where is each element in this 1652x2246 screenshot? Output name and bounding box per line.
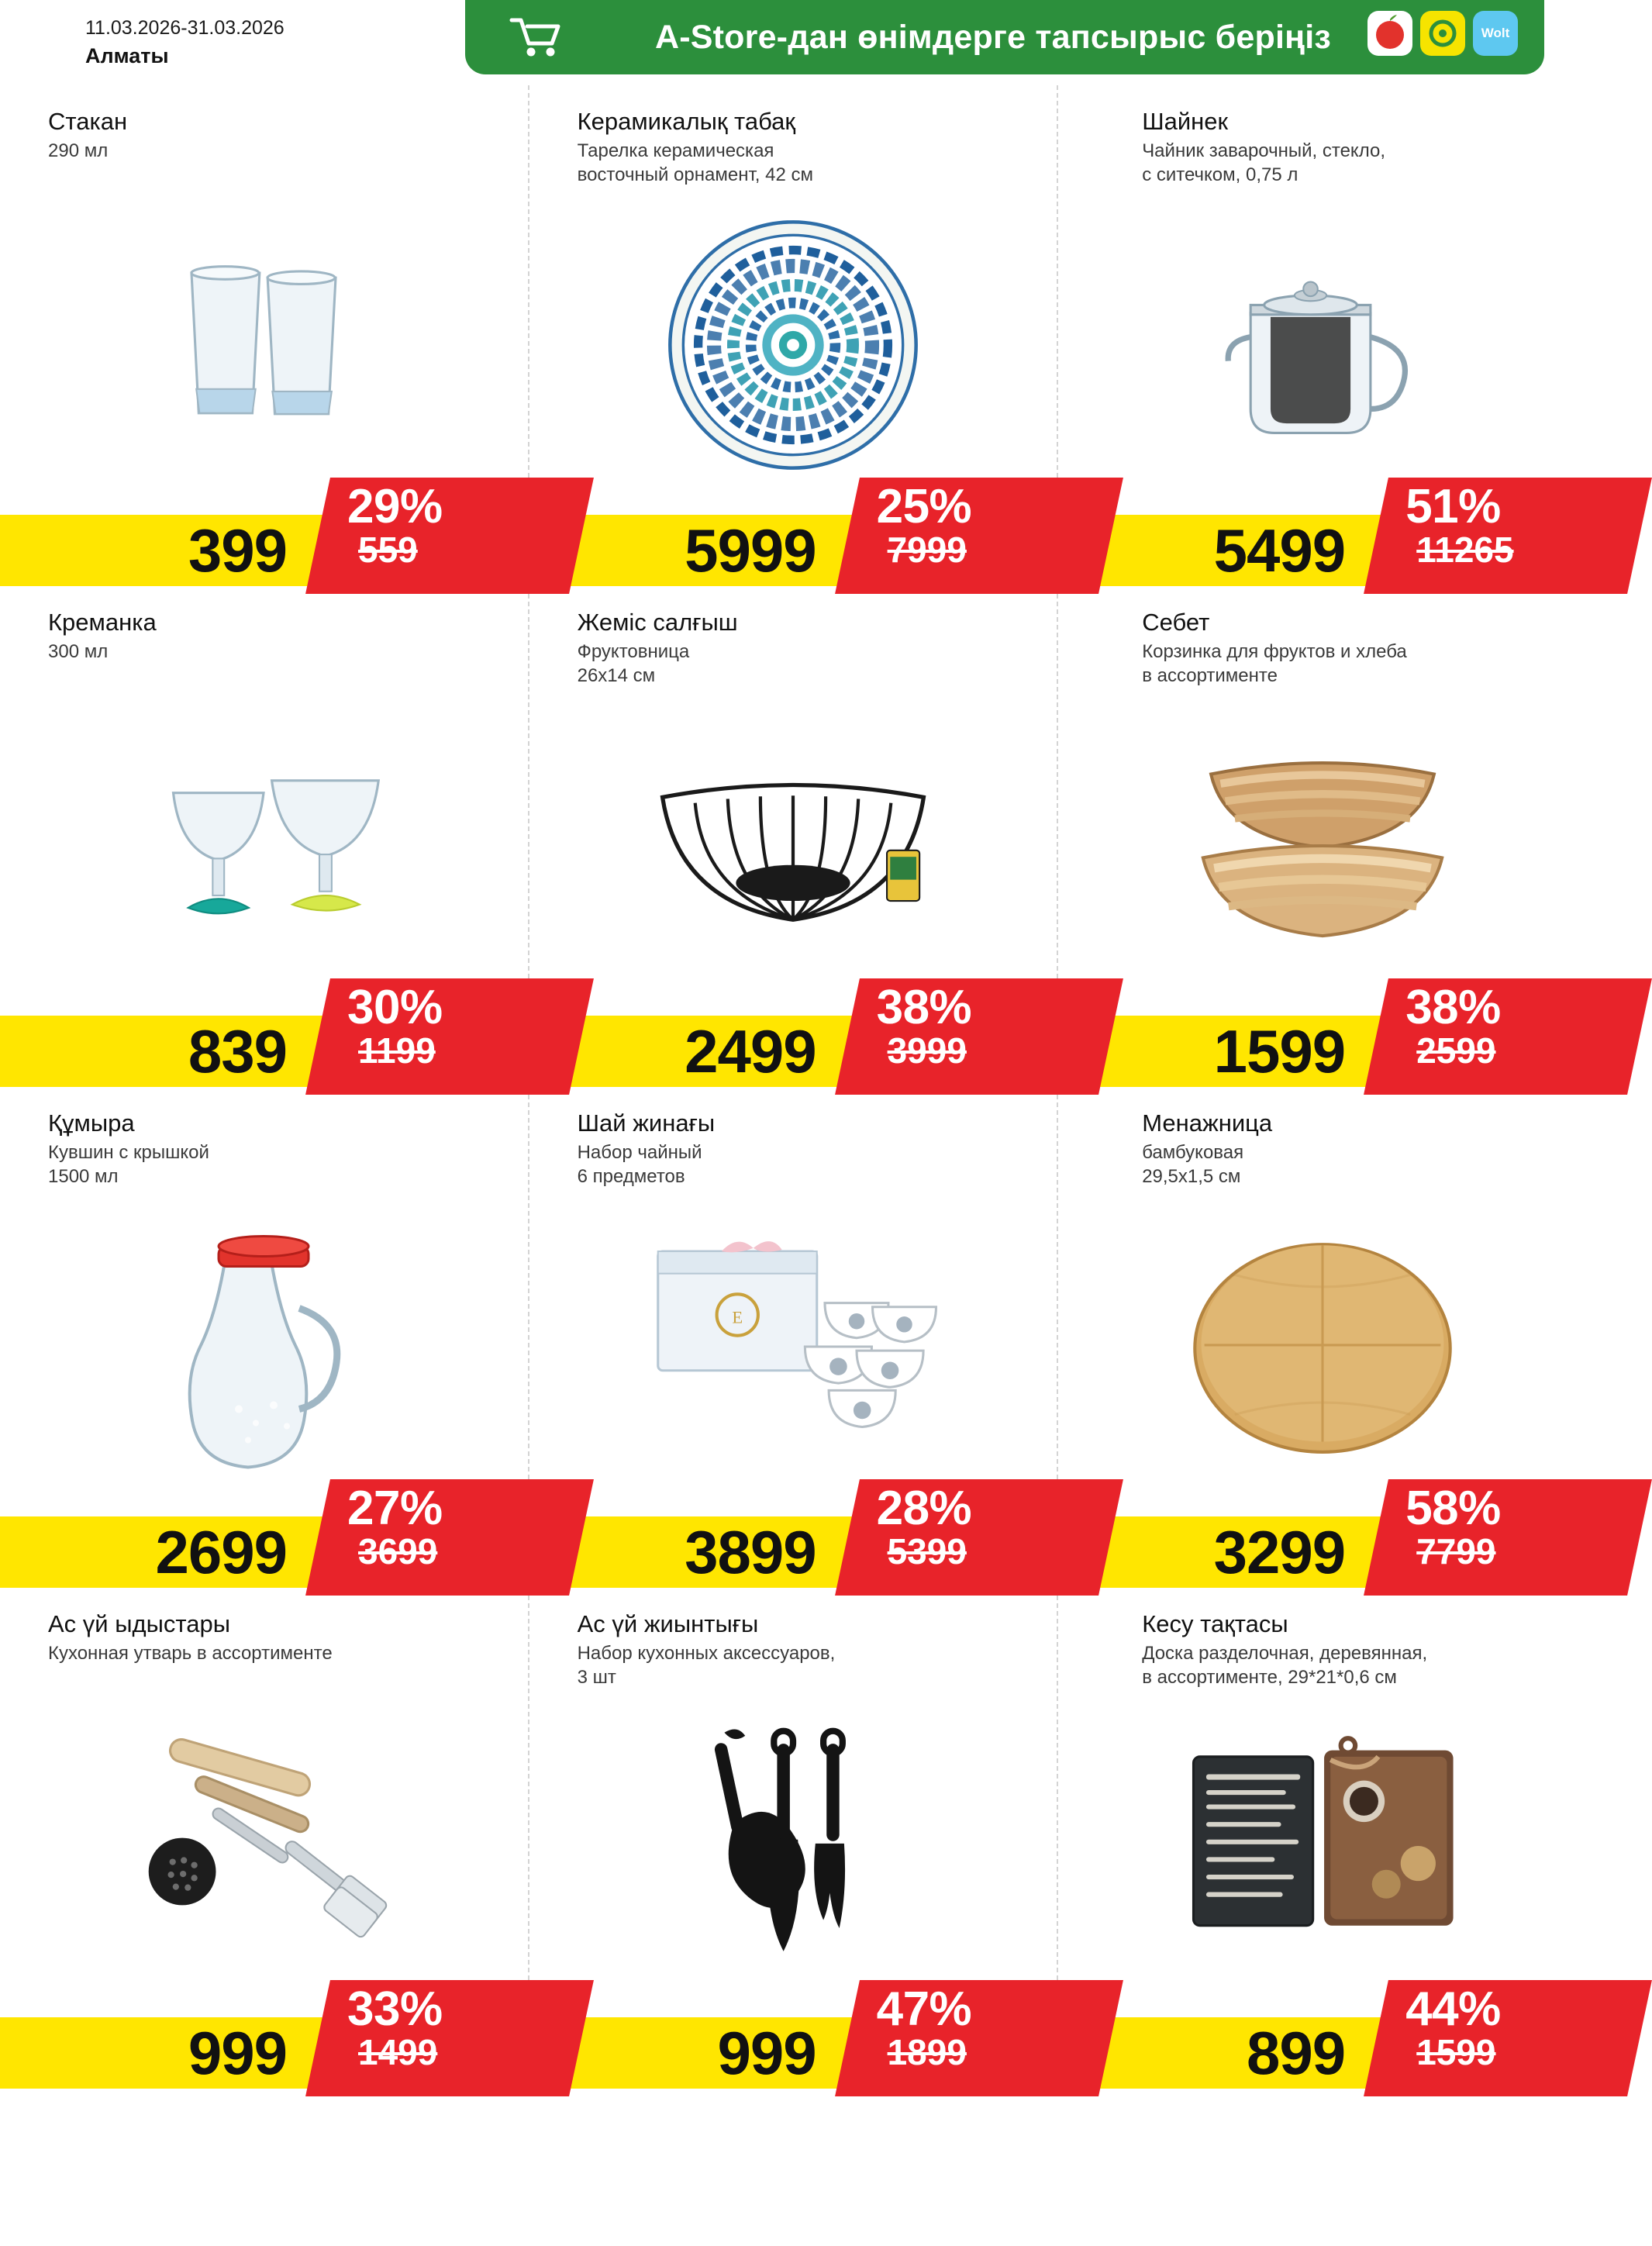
product-name: Шайнек (1142, 108, 1229, 135)
app-badge-yandex[interactable] (1367, 11, 1412, 56)
svg-text:E: E (732, 1307, 743, 1327)
price-new: 999 (188, 2018, 287, 2087)
price-new: 839 (188, 1016, 287, 1085)
price-old: 7799 (1416, 1531, 1496, 1572)
price-old: 2599 (1416, 1030, 1496, 1071)
price-new: 5499 (1213, 516, 1346, 585)
price-new: 999 (717, 2018, 816, 2087)
product-desc: Набор кухонных аксессуаров, 3 шт (577, 1643, 836, 1688)
price-new: 899 (1247, 2018, 1346, 2087)
product-desc: Фруктовница 26x14 см (577, 641, 690, 686)
product-card-fruit-basket[interactable] (529, 586, 1059, 1087)
product-image-black-nylon-utensils (529, 1681, 1057, 2014)
discount-percent: 30% (347, 981, 443, 1034)
price-old: 1899 (887, 2032, 967, 2072)
price-bar (0, 1982, 529, 2089)
product-card-teapot[interactable] (1058, 85, 1588, 586)
price-old: 7999 (887, 530, 967, 570)
product-row (0, 1588, 1588, 2089)
product-heading (0, 1588, 528, 1666)
product-desc: Корзинка для фруктов и хлеба в ассортименте (1142, 641, 1407, 686)
astore-banner[interactable] (465, 0, 1544, 74)
discount-percent: 38% (1405, 981, 1501, 1034)
product-image-kitchen-utensils-set (0, 1681, 528, 2014)
price-old: 1599 (1416, 2032, 1496, 2072)
product-card-kitchen-utensils[interactable] (0, 1588, 529, 2089)
product-card-ceramic-plate[interactable] (529, 85, 1059, 586)
product-name: Шай жинағы (577, 1109, 716, 1137)
product-heading (529, 1087, 1057, 1189)
product-image-wooden-cutting-boards (1058, 1681, 1588, 2014)
product-heading (0, 586, 528, 664)
product-row (0, 85, 1588, 586)
price-old: 5399 (887, 1531, 967, 1572)
discount-percent: 58% (1405, 1482, 1501, 1535)
product-image-tea-set-gift-box (529, 1180, 1057, 1513)
product-card-glass[interactable] (0, 85, 529, 586)
price-new: 2499 (685, 1016, 816, 1085)
price-bar (1058, 1982, 1588, 2089)
product-image-two-drinking-glasses (0, 178, 528, 512)
price-bar (1058, 480, 1588, 586)
product-heading (0, 1087, 528, 1189)
delivery-apps (1367, 11, 1518, 56)
price-old: 3999 (887, 1030, 967, 1071)
product-card-cutting-board[interactable] (1058, 1588, 1588, 2089)
price-bar (529, 1482, 1059, 1588)
product-desc: Тарелка керамическая восточный орнамент, 42 см (577, 140, 813, 185)
price-new: 3899 (685, 1517, 816, 1586)
price-bar (0, 480, 529, 586)
product-card-nylon-utensils[interactable] (529, 1588, 1059, 2089)
product-name: Кесу тақтасы (1142, 1610, 1288, 1637)
product-row (0, 1087, 1588, 1588)
product-image-glass-teapot (1058, 178, 1588, 512)
product-image-glass-pitcher-red-lid (0, 1180, 528, 1513)
product-card-wicker-basket[interactable] (1058, 586, 1588, 1087)
product-heading (0, 85, 528, 164)
product-name: Менажница (1142, 1109, 1273, 1137)
product-heading (1058, 586, 1588, 688)
product-desc: Набор чайный 6 предметов (577, 1142, 702, 1187)
product-desc: Кухонная утварь в ассортименте (48, 1643, 333, 1665)
shopping-cart-icon (509, 14, 563, 60)
discount-percent: 38% (876, 981, 972, 1034)
price-old: 1199 (358, 1030, 436, 1071)
discount-percent: 27% (347, 1482, 443, 1535)
price-old: 3699 (358, 1531, 438, 1572)
discount-percent: 51% (1405, 480, 1501, 533)
product-heading (1058, 1087, 1588, 1189)
app-badge-wolt[interactable]: Wolt (1473, 11, 1518, 56)
product-desc: Доска разделочная, деревянная, в ассортименте, 29*21*0,6 см (1142, 1643, 1428, 1688)
price-bar (0, 1482, 529, 1588)
product-image-wicker-bread-baskets (1058, 679, 1588, 1013)
product-card-tea-set[interactable] (529, 1087, 1059, 1588)
product-desc: бамбуковая 29,5x1,5 см (1142, 1142, 1244, 1187)
price-new: 2699 (155, 1517, 287, 1586)
product-name: Стакан (48, 108, 128, 135)
product-desc: Кувшин с крышкой 1500 мл (48, 1142, 209, 1187)
product-name: Креманка (48, 609, 157, 636)
price-bar (1058, 1482, 1588, 1588)
page-header (0, 0, 1588, 85)
product-card-dessert-bowl[interactable] (0, 586, 529, 1087)
discount-percent: 29% (347, 480, 443, 533)
product-desc: Чайник заварочный, стекло, с ситечком, 0,75 л (1142, 140, 1385, 185)
product-image-wire-fruit-basket (529, 679, 1057, 1013)
price-new: 399 (188, 516, 287, 585)
discount-percent: 33% (347, 1982, 443, 2036)
banner-title: A-Store-дан өнімдерге тапсырыс беріңіз (655, 18, 1331, 56)
product-name: Жеміс салғыш (577, 609, 738, 636)
price-new: 3299 (1213, 1517, 1346, 1586)
price-bar (529, 480, 1059, 586)
product-heading (529, 586, 1057, 688)
product-desc: 290 мл (48, 140, 109, 162)
price-old: 11265 (1416, 530, 1514, 570)
price-old: 559 (358, 530, 418, 570)
product-image-two-dessert-bowls (0, 679, 528, 1013)
discount-percent: 47% (876, 1982, 972, 2036)
price-new: 1599 (1213, 1016, 1346, 1085)
product-card-serving-board[interactable] (1058, 1087, 1588, 1588)
price-bar (529, 1982, 1059, 2089)
price-old: 1499 (358, 2032, 438, 2072)
promo-city: Алматы (85, 43, 169, 67)
price-new: 5999 (685, 516, 816, 585)
app-badge-glovo[interactable] (1420, 11, 1465, 56)
product-heading (1058, 85, 1588, 188)
product-card-pitcher[interactable] (0, 1087, 529, 1588)
price-bar (529, 981, 1059, 1087)
product-desc: 300 мл (48, 641, 109, 663)
discount-percent: 25% (876, 480, 972, 533)
product-image-ceramic-ornament-plate (529, 178, 1057, 512)
discount-percent: 44% (1405, 1982, 1501, 2036)
product-name: Себет (1142, 609, 1210, 636)
promo-period (0, 16, 285, 70)
product-name: Ас үй жиынтығы (577, 1610, 759, 1637)
product-name: Құмыра (48, 1109, 135, 1137)
product-row (0, 586, 1588, 1087)
product-heading (1058, 1588, 1588, 1690)
discount-percent: 28% (876, 1482, 972, 1535)
product-heading (529, 85, 1057, 188)
product-image-bamboo-serving-board (1058, 1180, 1588, 1513)
product-name: Керамикалық табақ (577, 108, 795, 135)
promo-dates: 11.03.2026-31.03.2026 (85, 16, 285, 39)
product-name: Ас үй ыдыстары (48, 1610, 230, 1637)
price-bar (0, 981, 529, 1087)
product-grid (0, 85, 1588, 2089)
product-heading (529, 1588, 1057, 1690)
price-bar (1058, 981, 1588, 1087)
